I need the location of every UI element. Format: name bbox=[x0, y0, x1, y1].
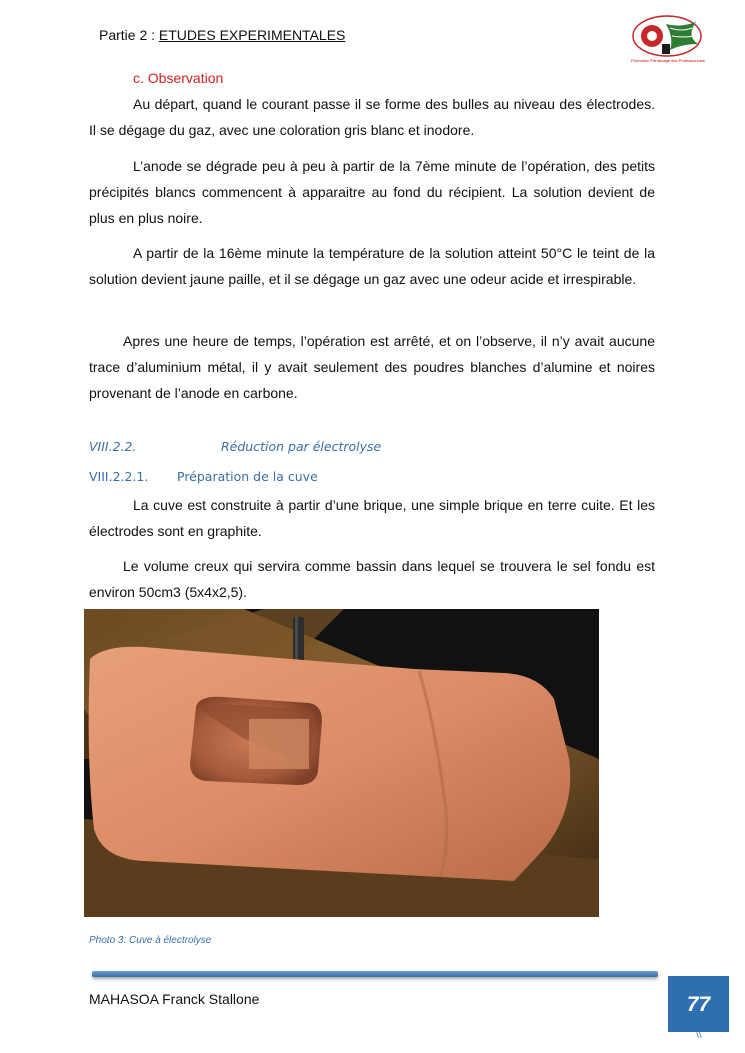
footer-divider bbox=[92, 971, 658, 977]
photo-caption: Photo 3: Cuve à électrolyse bbox=[89, 935, 212, 946]
logo-caption: Promotion Parrainage des Professionnels bbox=[631, 58, 705, 63]
page-number: 77 bbox=[668, 976, 729, 1032]
section-8221-number: VIII.2.2.1. bbox=[89, 469, 149, 484]
section-822-title: Réduction par électrolyse bbox=[221, 439, 382, 454]
cuve-paragraph-2: Le volume creux qui servira comme bassin dans lequel se trouvera le sel fondu est environ 50cm3 (5x4x2,5). bbox=[89, 558, 655, 600]
observation-paragraph-3: A partir de la 16ème minute la température de la solution atteint 50°C le teint de la solution devient jaune paille, et il se dégage un gaz avec une odeur acide et irrespirable. bbox=[89, 245, 655, 287]
observation-heading: c. Observation bbox=[133, 70, 224, 86]
observation-paragraph-1: Au départ, quand le courant passe il se forme des bulles au niveau des électrodes. Il se dégage du gaz, avec une coloration gris blanc et inodore. bbox=[89, 96, 655, 138]
header-part-title: ETUDES EXPERIMENTALES bbox=[158, 27, 346, 43]
observation-paragraph-4: Apres une heure de temps, l’opération est arrêté, et on l’observe, il n’y avait aucune trace d’aluminium métal, il y avait seulement des poudres blanches d’alumine et noires provenant de l’anode en carbone. bbox=[89, 333, 655, 401]
page-chevron-icon: \\ bbox=[696, 1030, 702, 1041]
school-logo-icon bbox=[630, 14, 704, 64]
section-8221-title: Préparation de la cuve bbox=[177, 469, 318, 484]
cuve-paragraph-1: La cuve est construite à partir d’une brique, une simple brique en terre cuite. Et les électrodes sont en graphite. bbox=[89, 497, 655, 539]
observation-paragraph-2: L’anode se dégrade peu à peu à partir de la 7ème minute de l’opération, des petits précipités blancs commencent à apparaitre au fond du récipient. La solution devient de plus en plus noire. bbox=[89, 158, 655, 226]
brick-electrolysis-photo bbox=[84, 609, 599, 917]
footer-author: MAHASOA Franck Stallone bbox=[89, 991, 260, 1007]
header-part-prefix: Partie 2 : bbox=[99, 27, 159, 43]
header-part bbox=[99, 27, 345, 43]
section-822-number: VIII.2.2. bbox=[89, 439, 137, 454]
brick-photo-illustration bbox=[84, 609, 599, 917]
